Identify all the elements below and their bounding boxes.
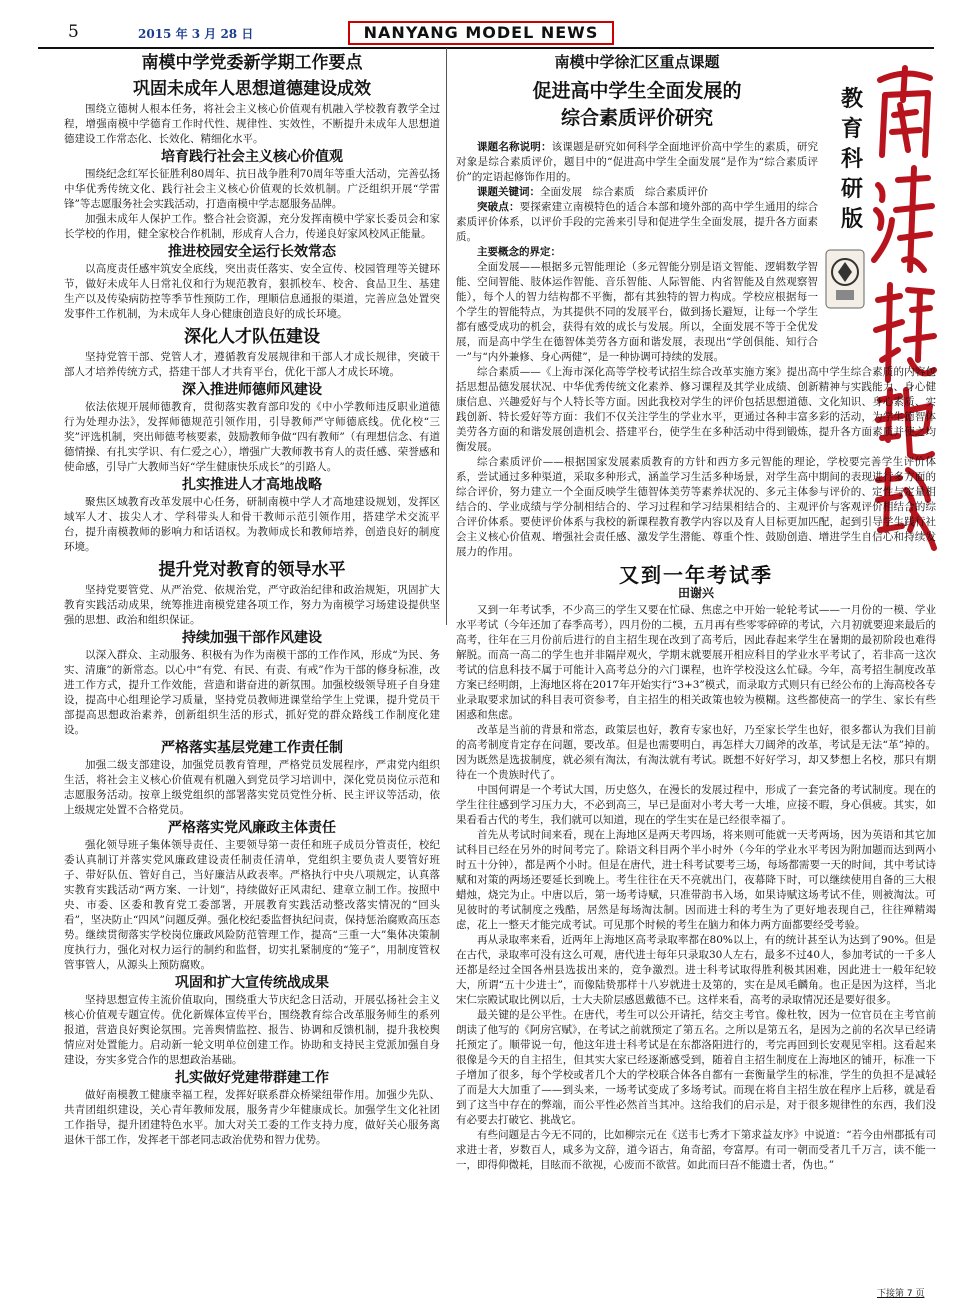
page-header (38, 22, 934, 46)
continued-link[interactable]: 下接第 7 页 (877, 1289, 925, 1299)
page-number: 5 (68, 22, 79, 42)
section-paragraph: 做好南模教工健康幸福工程，发挥好联系群众桥梁纽带作用。加强少先队、共青团组织建设，关心青年教师发展，服务青少年健康成长。加强学生文化社团工作指导，提升团建特色水平。加大对关工委的工作支持力度，做好关心服务离退休干部工作，发挥老干部老同志政治优势和智力优势。 (64, 1089, 440, 1146)
topic-name-para (456, 140, 818, 185)
topic-definition-label-para (456, 245, 818, 260)
essay-paragraph: 有些问题是古今无不同的，比如柳宗元在《送韦七秀才下第求益友序》中说道：“若今由州郡抵有司求进士者，岁数百人，咸多为文辞，道今语古，角奇韶，夸富厚。有司一朝而受者几千万言，读不能一一，即得仰微耗，目眩而不欲视，心废而不欲营。如此而曰吾不能遗士者，伪也。” (456, 1129, 936, 1171)
column-divider (446, 48, 447, 625)
section-heading: 扎实做好党建带群建工作 (175, 1070, 329, 1086)
issue-date: 2015 年 3 月 28 日 (138, 27, 254, 41)
section-paragraph: 加强二级支部建设，加强党员教育管理，严格党员发展程序，严肃党内组织生活，将社会主义核心价值观有机融入到党员学习培训中，深化党员岗位示范和志愿服务活动。按章上级党组织的部署落实党员党性分析、民主评议等活动，依上级规定处置不合格党员。 (64, 759, 440, 816)
essay-paragraph: 最关键的是公平性。在唐代，考生可以公开请托，结交主考官。像杜牧，因为一位官员在主考官前朗读了他写的《阿房宫赋》，在考试之前就预定了第五名。之所以是第五名，是因为之前的名次早已经请托预定了。顺带说一句，他这年进士科考试是在东都洛阳进行的，考完再回到长安观见宰相。这看起来很像是今天的自主招生，但其实大家已经逐渐感受到，随着自主招生制度在上海地区的铺开，标准一下子增加了很多，每个学校或者几个大的学校联合体各自都有一套衡量学生的标准，学生的负担不是减轻了而是大大加重了——到头来，一场考试变成了多场考试。而现在将自主招生放在程序上后移，就是看到了这当中存在的弊端，而公平性必然首当其冲。这给我们的启示是，对于很多规律性的东西，我们没有必要去打破它、挑战它。 (456, 1009, 936, 1126)
topic-title-line: 促进高中学生全面发展的 (532, 80, 742, 102)
definition-paragraph: 全面发展——根据多元智能理论（多元智能分别是语文智能、逻辑数学智能、空间智能、肢体运作智能、音乐智能、人际智能、内省智能及自然观察智能），每个人的智力结构都不平衡，都有其独特的智力构成。学校应根据每一个学生的智能特点，为其提供不同的发展平台，做到扬长避短，让每一个学生都有感受成功的机会，获得有效的成长与发展。所以，全面发展不等于全优发展，而是高中学生在德智体美劳各方面和谐发展，表现出“学创俱能、知行合一”与“内外兼修、身心两健”，是一种协调可持续的发展。 (456, 261, 818, 363)
essay-body (456, 603, 936, 1173)
section-heading: 巩固和扩大宣传统战成果 (175, 975, 329, 991)
continued-note[interactable] (877, 1286, 924, 1299)
left-main-title: 南模中学党委新学期工作要点 (141, 53, 363, 73)
essay-paragraph: 再从录取率来看，近两年上海地区高考录取率都在80%以上，有的统计甚至认为达到了90%。但是在古代，录取率可没有这么可观，唐代进士每年只录取30人左右，最多不过40人，参加考试的一千多人还都是经过全国各州县选拔出来的，竞争激烈。进士科考试取得胜利极其困难，因此进士一般年纪较大，所谓“五十少进士”，而像陆贽那样十八岁就进士及第的，实在是凤毛麟角。也正是因为这样，当北宋仁宗殿试取比例以后，士大夫阶层感恩戴德不已。这样来看，高考的录取情况还是要好很多。 (456, 934, 936, 1006)
section-paragraph: 以高度责任感牢筑安全底线，突出责任落实、安全宣传、校园管理等关键环节，做好未成年人日常礼仪和行为规范教育，狠抓校车、校舍、食品卫生、基建生产以及传染病防控等季节性预防工作，理顺信息通报的渠道，完善应急处置突发事件工作机制，为未成年人身心健康创造良好的成长环境。 (64, 263, 440, 320)
right-column (456, 52, 936, 1288)
section-heading: 深入推进师德师风建设 (182, 382, 322, 398)
section-heading: 严格落实基层党建工作责任制 (161, 740, 343, 756)
section-heading: 提升党对教育的领导水平 (158, 560, 346, 580)
section-heading: 推进校园安全运行长效常态 (168, 244, 336, 260)
definition-paragraph: 综合素质——《上海市深化高等学校考试招生综合改革实施方案》提出高中学生综合素质的内容包括思想品德发展状况、中华优秀传统文化素养、修习课程及其学业成绩、创新精神与实践能力、身心健康信息、兴趣爱好与个人特长等方面。因此我校对学生的评价包括思想道德、文化知识、身心素质、实践创新、特长爱好等方面：我们不仅关注学生的学业水平，更通过各种丰富多彩的活动，为学生德智体美劳各方面的和谐发展创造机会、搭建平台，使学生在多种活动中得到锻炼，提升各方面素质并使之均衡发展。 (456, 366, 936, 453)
topic-head: 南模中学徐汇区重点课题 (554, 53, 720, 71)
topic-keywords-label: 课题关键词： (477, 186, 540, 198)
topic-definition-label: 主要概念的界定： (477, 246, 561, 258)
left-sections (64, 78, 440, 1148)
left-column (64, 52, 440, 1282)
section-heading: 持续加强干部作风建设 (182, 630, 322, 646)
section-paragraph: 以深入群众、主动服务、积极有为作为南模干部的工作作风，形成“为民、务实、清廉”的新常态。以心中“有党、有民、有责、有戒”作为干部的修身标准，改进工作方式，提升工作效能，营造和谐奋进的新氛围。加强校级领导班子自身建设，提高中心组理论学习质量，坚持党员教师进课堂给学生上党课，提升党员干部提高思想政治素养，创新组织生活的形式，抓好党的群众路线工作制度化建设。 (64, 649, 440, 736)
essay-title: 又到一年考试季 (619, 563, 773, 587)
section-heading: 深化人才队伍建设 (184, 327, 320, 347)
topic-breakthrough-text: 要探索建立南模特色的适合本部和境外部的高中学生通用的综合素质评价体系，以评价手段的完善来引导和促进学生全面发展，提升各方面素质。 (456, 201, 819, 243)
edition-char: 育 (840, 116, 863, 142)
edition-char: 教 (840, 86, 863, 112)
edition-char: 研 (840, 176, 863, 202)
section-paragraph: 依法依规开展师德教育，贯彻落实教育部印发的《中小学教师违反职业道德行为处理办法》，发挥师德规范引领作用，引导教师严守师德底线。优化校“三奖”评选机制，突出师德考核要素，鼓励教师争做“四有教师”（有理想信念、有道德情操、有扎实学识、有仁爱之心），增强广大教师教书育人的责任感、荣誉感和使命感，引导广大教师当好“学生健康快乐成长”的引路人。 (64, 401, 440, 473)
research-topic-block (456, 52, 818, 365)
essay-paragraph: 首先从考试时间来看，现在上海地区是两天考四场，将来则可能就一天考两场，因为英语和其它加试科目已经在另外的时间考完了。除语文科目两个半小时外（今年的学业水平考因为附加题而达到两小时五十分钟），都是两个小时。但是在唐代，进士科考试要考三场，每场都需要一天的时间，其中考试诗赋和对策的两场还要延长到晚上。考生往往在天不亮就出门，夜幕降下时，可以继续使用自备的三大根蜡烛，烧完为止。中唐以后，第一场考诗赋，只准带韵书入场，如果诗赋这场考试不佳，则被淘汰。可见彼时的考试制度之残酷，居然是每场淘汰制。因而进士科的考生为了更好地表现自己，往往殚精竭虑，花上一整天才能完成考试。可见那个时候的考生在脑力和体力两方面都要经受考验。 (456, 829, 936, 931)
essay-paragraph: 改革是当前的背景和常态，政策层也好，教育专家也好，乃至家长学生也好，很多都认为我们目前的高考制度肯定存在问题，要改革。但是也需要明白，再怎样大刀阔斧的改革，考试是无法“革”掉的。因为既然是选拔制度，就必须有淘汰，有淘汰就有考试。既想不好好学习，却又梦想上名校，那只有期待在一个贵族时代了。 (456, 724, 936, 781)
essay-paragraph: 又到一年考试季，不少高三的学生又要在忙碌、焦虑之中开始一轮轮考试——一月份的一模、学业水平考试（今年还加了春季高考），四月份的二模，五月再有些零零碎碎的考试，六月初就要迎来最后的高考，往年在三月份前后进行的自主招生现在改到了高考后，因此春起来学生在暑期的最初阶段也难得解脱。而高一高二的学生也并非隔岸观火，学期末就要展开相应科目的学业水平考试了，若非高一这次考试的信息科技不属于可能计入高考总分的六门课程，也许学校没这么忙碌。今年，高考招生制度改革方案已经明朗，上海地区将在2017年开始实行“3+3”模式，而录取方式则只有已经公布的上海高校各专业录取要求加试的科目表可资参考，自主招生的相关政策也较为模糊。这些都使高一的学生、家长有些困惑和焦虑。 (456, 604, 936, 721)
section-paragraph: 围绕立德树人根本任务，将社会主义核心价值观有机融入学校教育教学全过程，增强南模中学德育工作时代性、规律性、实效性，不断提升未成年人思想道德建设工作常态化、长效化、精细化水平。 (64, 103, 440, 145)
section-paragraph: 聚焦区域教育改革发展中心任务，研制南模中学人才高地建设规划，发挥区域军人才、拔尖人才、学科带头人和骨干教师示范引领作用，搭建学术交流平台，提升南模教师的影响力和话语权。为教师成长和教师培养，创造良好的制度环境。 (64, 496, 440, 553)
section-heading: 巩固未成年人思想道德建设成效 (133, 79, 371, 99)
masthead: NANYANG MODEL NEWS (348, 21, 614, 45)
topic-name-label: 课题名称说明： (477, 141, 552, 153)
topic-breakthrough-label: 突破点： (477, 201, 520, 213)
essay-paragraph: 中国何谓是一个考试大国，历史悠久，在漫长的发展过程中，形成了一套完备的考试制度。现在的学生往往感到学习压力大，不必到高三，早已是面对小考大考一大堆，应接不暇，身心俱疲。其实，如果看看古代的考生，我们就可以知道，现在的学生实在是已经很幸福了。 (456, 784, 936, 826)
essay-author: 田谢兴 (677, 586, 714, 600)
topic-title (456, 78, 818, 132)
topic-title-line: 综合素质评价研究 (560, 107, 713, 129)
section-paragraph: 围绕纪念红军长征胜利80周年、抗日战争胜利70周年等重大活动，完善弘扬中华优秀传统文化、践行社会主义核心价值观的长效机制。广泛组织开展“学雷锋”等志愿服务社会实践活动，打造南模中学志愿服务品牌。 (64, 168, 440, 210)
definition-paragraph: 综合素质评价——根据国家发展素质教育的方针和西方多元智能的理论，学校要完善学生评价体系，尝试通过多种渠道，采取多种形式，涵盖学习生活多种场景，对学生高中期间的表现进行多方面的综合评价，努力建立一个全面反映学生德智体美劳等素养状况的、多元主体参与评价的、定性与定量相结合的、学业成绩与学分制相结合的、学习过程和学习结果相结合的、主观评价与客观评价相结合的综合评价体系。要使评价体系与我校的新课程教育教学内容以及育人目标更加匹配，起到引导学生践行社会主义核心价值观、增强社会责任感、激发学生潜能、尊重个性、鼓励创造、增进学生自信心和持续发展力的作用。 (456, 456, 936, 558)
edition-char: 版 (840, 206, 863, 232)
header-rule (38, 47, 934, 49)
section-paragraph: 强化领导班子集体领导责任、主要领导第一责任和班子成员分管责任，校纪委认真制订并落实党风廉政建设责任制责任清单，党组织主要负责人要管好班子、带好队伍、管好自己，当好廉洁从政表率。严格执行中央八项规定，认真落实教育实践活动“两方案、一计划”，持续做好正风肃纪、建章立制工作。按照中央、市委、区委和教育党工委部署，开展教育实践活动整改落实情况的“回头看”，坚决防止“四风”问题反弹。强化校纪委监督执纪问责，保持惩治腐败高压态势。继续贯彻落实学校岗位廉政风险防范管理工作，提高“三重一大”集体决策制度执行力，强化对权力运行的制约和监督，切实扎紧制度的“笼子”，用制度管权管事管人，从源头上预防腐败。 (64, 839, 440, 971)
edition-char: 科 (840, 146, 863, 172)
section-heading: 扎实推进人才高地战略 (182, 477, 322, 493)
section-heading: 培育践行社会主义核心价值观 (161, 149, 343, 165)
section-paragraph: 坚持党管干部、党管人才，遵循教育发展规律和干部人才成长规律，突破干部人才培养传统方式，搭建干部人才共育平台，优化干部人才成长环境。 (64, 351, 440, 378)
topic-breakthrough-para (456, 200, 818, 245)
section-paragraph: 坚持党要管党、从严治党、依规治党，严守政治纪律和政治规矩，巩固扩大教育实践活动成果，统筹推进南模党建各项工作，努力为南模学习场建设提供坚强的思想、政治和组织保证。 (64, 584, 440, 626)
topic-name-text: 该课题是研究如何科学全面地评价高中学生的素质，研究对象是综合素质评价，题目中的“促进高中学生全面发展”是作为“综合素质评价”的定语起修饰作用的。 (456, 141, 819, 183)
topic-keywords-text: 全面发展 综合素质 综合素质评价 (540, 186, 708, 198)
topic-keywords-para (456, 185, 818, 200)
section-paragraph: 加强未成年人保护工作。整合社会资源，充分发挥南模中学家长委员会和家长学校的作用，健全家校合作机制，形成育人合力，传递良好家风校风正能量。 (64, 213, 440, 240)
section-heading: 严格落实党风廉政主体责任 (168, 820, 336, 836)
section-paragraph: 坚持思想宣传主流价值取向，围绕重大节庆纪念日活动，开展弘扬社会主义核心价值观专题宣传。优化新媒体宣传平台，围绕教育综合改革服务师生的系列报道，营造良好舆论氛围。完善舆情监控、报告、协调和反馈机制，提升我校舆情应对处置能力。启动新一轮文明单位创建工作。协助和支持民主党派加强自身建设，夯实多党合作的思想政治基础。 (64, 994, 440, 1066)
